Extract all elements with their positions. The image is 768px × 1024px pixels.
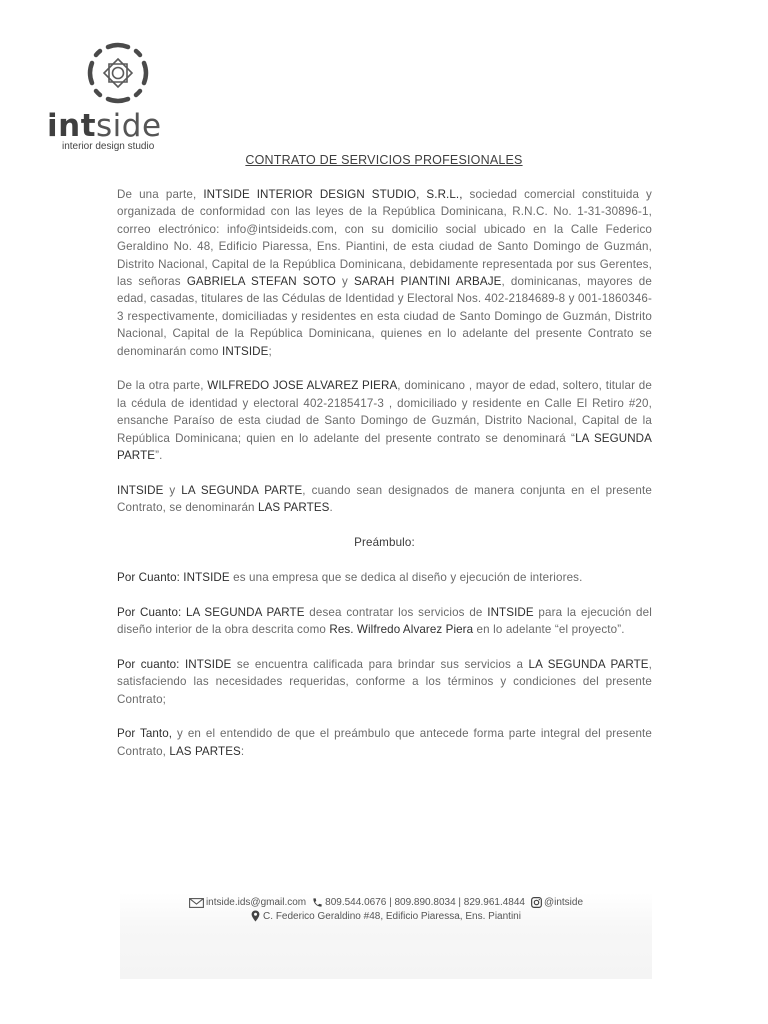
text: se encuentra calificada para brindar sus servicios a <box>231 657 529 671</box>
footer-contact-line <box>120 897 652 908</box>
text: y en el entendido de que el preámbulo que antecede forma parte integral del presente Contrato, <box>117 727 653 758</box>
clause-lead: Por Cuanto: LA SEGUNDA PARTE <box>117 605 305 619</box>
brand-name-light: side <box>96 108 162 144</box>
text: , cuando sean designados de manera conjunta en el presente Contrato, se denominarán <box>117 483 652 515</box>
brand-wordmark <box>47 108 162 144</box>
preamble-heading: Preámbulo: <box>354 536 415 550</box>
phone-icon <box>312 897 323 908</box>
defined-term: LA SEGUNDA PARTE <box>528 657 649 671</box>
footer-address-text: C. Federico Geraldino #48, Edificio Piaressa, Ens. Piantini <box>263 910 521 922</box>
defined-term: LA SEGUNDA PARTE <box>181 483 303 497</box>
text: y <box>335 275 355 289</box>
defined-term: INTSIDE <box>222 344 269 358</box>
footer-phones-text: 809.544.0676 | 809.890.8034 | 829.961.4844 <box>325 897 525 908</box>
footer-instagram <box>531 897 583 908</box>
clause-lead: Por cuanto: INTSIDE <box>117 657 232 671</box>
footer-instagram-text: @intside <box>543 897 584 908</box>
text: De una parte, <box>117 188 204 201</box>
envelope-icon <box>189 898 204 908</box>
text: . <box>329 501 333 515</box>
paragraph-whereas-three <box>117 656 652 708</box>
footer-email <box>189 897 306 908</box>
brand-tagline: interior design studio <box>62 141 155 152</box>
brand-name-strong: int <box>47 108 97 144</box>
page-footer <box>120 893 652 979</box>
paragraph-therefore <box>117 725 652 760</box>
text: para la ejecución del diseño interior de la obra descrita como <box>117 605 652 637</box>
instagram-icon <box>531 897 542 908</box>
paragraph-party-two <box>117 377 652 464</box>
brand-logo <box>47 42 197 154</box>
clause-lead: Por Tanto, <box>117 727 173 741</box>
footer-email-text: intside.ids@gmail.com <box>205 897 307 908</box>
text: , dominicanas, mayores de edad, casadas, titulares de las Cédulas de Identidad y Electoral Nos. 402-2184689-8 y 001-1860346-3 respectivamente, domiciliadas y residentes en esta ciudad de Santo Domingo de Guzmán, Distrito Nacional, Capital de la República Dominicana, quienes en lo adelante del presente Contrato se denominarán como <box>117 275 652 358</box>
footer-address-line <box>120 910 652 922</box>
location-pin-icon <box>251 910 260 922</box>
text: , dominicano , mayor de edad, soltero, titular de la cédula de identidad y electoral 402-2185417-3 , domiciliado y residente en Calle El Retiro #20, ensanche Paraíso de esta ciudad de Santo Domingo de Guzmán, Distrito Nacional, Capital de la República Dominicana; quien en lo adelante del presente contrato se denominará “ <box>117 379 652 445</box>
person-name: GABRIELA STEFAN SOTO <box>186 275 336 289</box>
defined-term: INTSIDE <box>117 483 164 497</box>
footer-phones <box>312 897 525 908</box>
text: De la otra parte, <box>117 379 208 393</box>
paragraph-party-one <box>117 186 652 360</box>
project-name: Res. Wilfredo Alvarez Piera <box>329 623 474 637</box>
text: ”. <box>155 449 163 463</box>
text: en lo adelante “el proyecto”. <box>473 623 625 637</box>
clause-lead: Por Cuanto: INTSIDE <box>117 570 230 584</box>
text: es una empresa que se dedica al diseño y ejecución de interiores. <box>229 570 583 584</box>
text: desea contratar los servicios de <box>304 605 488 619</box>
person-name: SARAH PIANTINI ARBAJE <box>354 275 502 289</box>
person-name: WILFREDO JOSE ALVAREZ PIERA <box>207 379 398 393</box>
intside-logo-icon <box>87 42 149 104</box>
text: ; <box>268 344 272 358</box>
text: y <box>163 483 182 497</box>
defined-term: INTSIDE <box>487 605 534 619</box>
document-body <box>117 186 652 778</box>
defined-term: LAS PARTES <box>169 744 241 758</box>
document-title: CONTRATO DE SERVICIOS PROFESIONALES <box>245 153 523 167</box>
text: , satisfaciendo las necesidades requeridas, conforme a los términos y condiciones del presente Contrato; <box>117 657 652 706</box>
text: sociedad comercial constituida y organizada de conformidad con las leyes de la República Dominicana, R.N.C. No. 1-31-30896-1, correo electrónico: info@intsideids.com, con su domicilio social ubicado en la Calle Federico Geraldino No. 48, Edificio Piaressa, Ens. Piantini, de esta ciudad de Santo Domingo de Guzmán, Distrito Nacional, Capital de la República Dominicana, debidamente representada por sus Gerentes, las señoras <box>117 188 653 289</box>
paragraph-parties <box>117 482 652 517</box>
defined-term: LAS PARTES <box>258 501 330 515</box>
defined-term: LA SEGUNDA PARTE <box>117 431 652 463</box>
paragraph-whereas-one <box>117 569 652 586</box>
paragraph-whereas-two <box>117 604 652 639</box>
text: : <box>240 744 245 758</box>
party-name: INTSIDE INTERIOR DESIGN STUDIO, S.R.L., <box>203 188 463 201</box>
